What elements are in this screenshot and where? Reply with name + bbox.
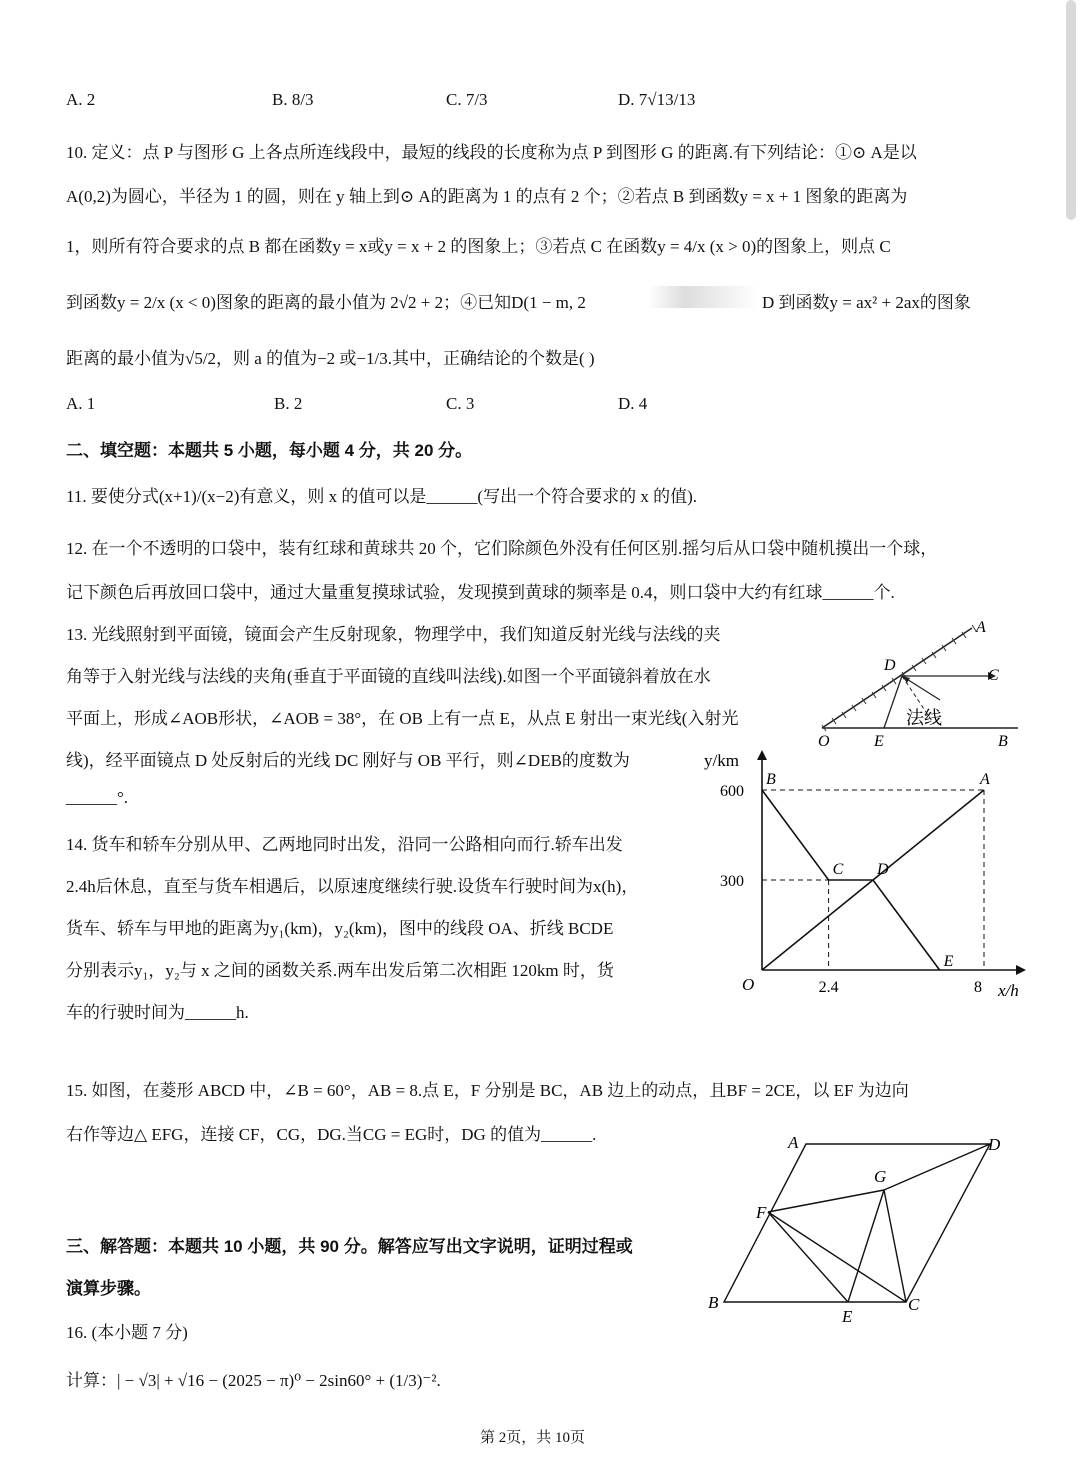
rhombus-figure xyxy=(700,1128,1020,1328)
q13-line2: 角等于入射光线与法线的夹角(垂直于平面镜的直线叫法线).如图一个平面镜斜着放在水 xyxy=(66,667,711,686)
q16-calc: 计算：| − √3| + √16 − (2025 − π)⁰ − 2sin60° + (1/3)⁻². xyxy=(66,1371,441,1390)
q13-line4: 线)，经平面镜点 D 处反射后的光线 DC 刚好与 OB 平行，则∠DEB的度数为 xyxy=(66,751,630,770)
fig13-label-a: A xyxy=(976,619,986,636)
chart-ylabel: y/km xyxy=(704,751,739,770)
q10-line2: A(0,2)为圆心，半径为 1 的圆，则在 y 轴上到⊙ A的距离为 1 的点有 2 个；②若点 B 到函数y = x + 1 图象的距离为 xyxy=(66,187,908,206)
point-label-b: B xyxy=(766,771,776,788)
fig13-label-o: O xyxy=(818,733,830,750)
q14-line5: 车的行驶时间为______h. xyxy=(66,1003,249,1022)
scrollbar[interactable] xyxy=(1066,0,1076,220)
fig13-label-e: E xyxy=(874,733,884,750)
series-line-bcde xyxy=(762,790,940,970)
fig15-label-f: F xyxy=(756,1203,767,1222)
q15-line2: 右作等边△ EFG，连接 CF，CG，DG.当CG = EG时，DG 的值为______. xyxy=(66,1125,597,1144)
fig15-label-g: G xyxy=(874,1167,887,1186)
q14-line1: 14. 货车和轿车分别从甲、乙两地同时出发，沿同一公路相向而行.轿车出发 xyxy=(66,835,623,854)
section3-heading-line2: 演算步骤。 xyxy=(66,1279,151,1298)
q12-line1: 12. 在一个不透明的口袋中，装有红球和黄球共 20 个，它们除颜色外没有任何区别.摇匀后从口袋中随机摸出一个球， xyxy=(66,539,938,558)
q14-line4: 分别表示y₁，y₂与 x 之间的函数关系.两车出发后第二次相距 120km 时，货 xyxy=(66,961,614,980)
y-tick-label: 600 xyxy=(720,783,744,800)
q9-option-d: D. 7√13/13 xyxy=(618,90,696,109)
q11-text: 11. 要使分式(x+1)/(x−2)有意义，则 x 的值可以是______(写出一个符合要求的 x 的值). xyxy=(66,487,697,506)
section2-heading: 二、填空题：本题共 5 小题，每小题 4 分，共 20 分。 xyxy=(66,441,473,460)
mirror-figure xyxy=(812,614,1030,750)
section3-heading-line1: 三、解答题：本题共 10 小题，共 90 分。解答应写出文字说明，证明过程或 xyxy=(66,1237,633,1256)
fig13-label-normal: 法线 xyxy=(906,708,942,728)
point-label-e: E xyxy=(943,953,954,970)
q10-line1: 10. 定义：点 P 与图形 G 上各点所连线段中，最短的线段的长度称为点 P 到图形 G 的距离.有下列结论：①⊙ A是以 xyxy=(66,143,917,162)
chart-origin: O xyxy=(742,975,755,994)
q10-line5: 距离的最小值为√5/2，则 a 的值为−2 或−1/3.其中，正确结论的个数是( ) xyxy=(66,349,595,368)
point-label-c: C xyxy=(832,861,844,878)
x-tick-label: 8 xyxy=(974,979,982,996)
q13-line3: 平面上，形成∠AOB形状，∠AOB = 38°，在 OB 上有一点 E，从点 E 射出一束光线(入射光 xyxy=(66,709,739,728)
q16-header: 16. (本小题 7 分) xyxy=(66,1323,188,1342)
q9-option-b: B. 8/3 xyxy=(272,90,314,109)
blurred-region xyxy=(648,286,758,308)
x-tick-label: 2.4 xyxy=(818,979,839,996)
q14-line2: 2.4h后休息，直至与货车相遇后，以原速度继续行驶.设货车行驶时间为x(h)， xyxy=(66,877,639,896)
q10-option-c: C. 3 xyxy=(446,394,475,413)
q10-line3: 1，则所有符合要求的点 B 都在函数y = x或y = x + 2 的图象上；③若点 C 在函数y = 4/x (x > 0)的图象上，则点 C xyxy=(66,237,891,256)
fig15-label-b: B xyxy=(708,1293,719,1312)
point-label-a: A xyxy=(980,771,990,788)
fig13-label-c: C xyxy=(988,667,999,684)
q13-line1: 13. 光线照射到平面镜，镜面会产生反射现象，物理学中，我们知道反射光线与法线的夹 xyxy=(66,625,721,644)
chart-xlabel: x/h xyxy=(998,981,1019,1000)
q10-line4b: D 到函数y = ax² + 2ax的图象 xyxy=(762,293,971,312)
q14-line3: 货车、轿车与甲地的距离为y₁(km)，y₂(km)，图中的线段 OA、折线 BCDE xyxy=(66,919,614,938)
fig13-label-d: D xyxy=(884,657,896,674)
fig15-label-a: A xyxy=(788,1133,799,1152)
page-footer: 第 2页，共 10页 xyxy=(480,1430,586,1446)
fig15-label-e: E xyxy=(842,1307,853,1326)
distance-time-chart xyxy=(700,746,1040,1008)
fig15-label-d: D xyxy=(988,1135,1001,1154)
q9-option-c: C. 7/3 xyxy=(446,90,488,109)
fig13-label-b: B xyxy=(998,733,1008,750)
q15-line1: 15. 如图，在菱形 ABCD 中，∠B = 60°，AB = 8.点 E，F 分别是 BC，AB 边上的动点，且BF = 2CE，以 EF 为边向 xyxy=(66,1081,909,1100)
q12-line2: 记下颜色后再放回口袋中，通过大量重复摸球试验，发现摸到黄球的频率是 0.4，则口袋中大约有红球______个. xyxy=(66,583,895,602)
fig15-label-c: C xyxy=(908,1295,920,1314)
q9-option-a: A. 2 xyxy=(66,90,96,109)
y-tick-label: 300 xyxy=(720,873,744,890)
q13-line5: ______°. xyxy=(66,788,129,807)
point-label-d: D xyxy=(877,861,889,878)
q10-option-d: D. 4 xyxy=(618,394,648,413)
q10-option-b: B. 2 xyxy=(274,394,303,413)
q10-option-a: A. 1 xyxy=(66,394,96,413)
q10-line4a: 到函数y = 2/x (x < 0)图象的距离的最小值为 2√2 + 2；④已知D(1 − m, 2 xyxy=(66,293,586,312)
